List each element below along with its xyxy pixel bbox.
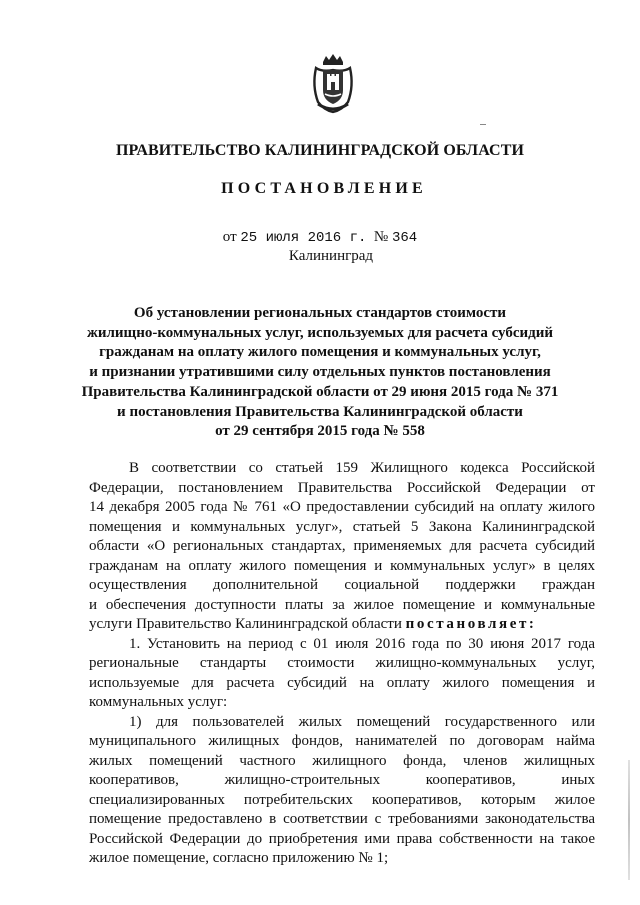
body-line: жилых помещений частного жилищного фонда, членов жилищных xyxy=(89,752,595,769)
body-line: гражданам на оплату жилого помещения и коммунальных услуг» в целях xyxy=(89,557,595,574)
body-line: муниципального жилищных фондов, нанимателей по договорам найма xyxy=(89,733,595,749)
body-line: помещения и коммунальных услуг», статьей 5 Закона Калининградской xyxy=(89,518,595,535)
title-line: и признании утратившими силу отдельных пунктов постановления xyxy=(89,364,551,381)
title-line: и постановления Правительства Калининградской области xyxy=(117,403,523,420)
body-line: области «О региональных стандартах, применяемых для расчета субсидий xyxy=(89,538,595,554)
body-line-resolves xyxy=(89,615,595,635)
date-value: 25 июля 2016 г. xyxy=(240,230,367,246)
document-title xyxy=(60,304,580,442)
title-line: Правительства Калининградской области от 29 июня 2015 года № 371 xyxy=(81,383,559,400)
body-line: осуществления дополнительной социальной поддержки граждан xyxy=(89,577,595,593)
document-type: ПОСТАНОВЛЕНИЕ xyxy=(221,180,427,197)
body-line: помещение предоставлено в соответствии с требованиями законодательства xyxy=(89,811,595,827)
body-line: 1. Установить на период с 01 июля 2016 года по 30 июня 2017 года xyxy=(129,635,595,652)
scan-mark xyxy=(480,124,486,125)
date-line xyxy=(0,229,640,246)
scan-edge-shadow xyxy=(628,760,630,880)
number-prefix: № xyxy=(373,229,389,245)
title-line: гражданам на оплату жилого помещения и коммунальных услуг, xyxy=(99,344,541,361)
body-line: 14 декабря 2005 года № 761 «О предоставлении субсидий на оплату жилого xyxy=(89,499,595,515)
city: Калининград xyxy=(288,248,374,264)
body-line: В соответствии со статьей 159 Жилищного кодекса Российской xyxy=(129,460,595,476)
body-line: кооперативов, жилищно-строительных кооперативов, иных xyxy=(89,772,595,788)
title-line: жилищно-коммунальных услуг, используемых для расчета субсидий xyxy=(86,324,554,341)
number-value: 364 xyxy=(391,230,418,246)
resolves-keyword: постановляет: xyxy=(405,616,537,632)
body-line: специализированных потребительских кооперативов, которым жилое xyxy=(89,791,595,808)
document-body xyxy=(89,459,595,869)
body-line: используемые для расчета субсидий на оплату жилого помещения и xyxy=(89,674,595,691)
body-line: 1) для пользователей жилых помещений государственного или xyxy=(129,713,595,730)
body-line: Федерации, постановлением Правительства Российской Федерации от xyxy=(89,479,595,496)
title-line: от 29 сентября 2015 года № 558 xyxy=(215,423,425,440)
title-line: Об установлении региональных стандартов стоимости xyxy=(133,305,507,321)
coat-of-arms-emblem xyxy=(310,52,356,114)
body-line: коммунальных услуг: xyxy=(89,694,228,710)
body-line: и обеспечения доступности платы за жилое помещение и коммунальные xyxy=(89,596,595,613)
organization-name: ПРАВИТЕЛЬСТВО КАЛИНИНГРАДСКОЙ ОБЛАСТИ xyxy=(115,142,525,159)
body-line: Российской Федерации до приобретения ими права собственности на такое xyxy=(89,830,595,847)
body-line: региональные стандарты стоимости жилищно-коммунальных услуг, xyxy=(89,655,595,671)
date-prefix: от xyxy=(222,229,237,245)
resolves-text: услуги Правительство Калининградской области xyxy=(89,616,402,632)
body-line: жилое помещение, согласно приложению № 1; xyxy=(89,850,389,866)
